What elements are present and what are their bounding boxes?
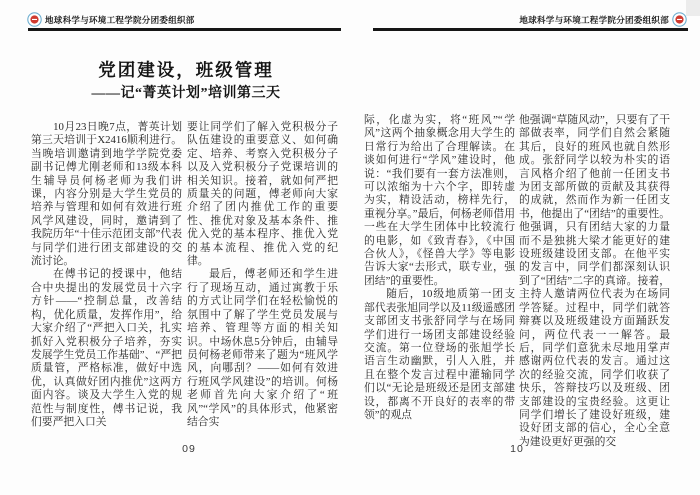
- body-column-left-2: [187, 121, 338, 429]
- paragraph: 要让同学们了解入党积极分子队伍建设的重要意义、如何确定、培养、考察入党积极分子以及入党积极分子党课培训的相关知识。接着，就如何严把质量关的问题，傅老师向大家介绍了团内推优工作的重要性、推优对象及基本条件、推优入党的基本程序、推优入党的基本流程、推优入党的纪律。: [187, 121, 338, 268]
- header-org-name: 地球科学与环境工程学院分团委组织部: [519, 14, 669, 25]
- university-emblem-icon: [27, 12, 42, 27]
- page-number-right: 10: [510, 443, 524, 455]
- paragraph: 随后，10级地质第一团支部代表张旭同学以及11级遥感团支部团支书张舒同学与在场同学们进行一场团支部建设经验交流。第一位登场的张旭学长语言生动幽默，引人入胜，并且在整个发言过程中灌输同学们以“无论是班级还是团支部建设，都离不开良好的表率的带领”的观点: [364, 288, 515, 421]
- page-number-left: 09: [182, 443, 196, 455]
- article-title: 党团建设，班级管理: [98, 60, 274, 80]
- university-emblem-icon: [672, 12, 687, 27]
- paragraph: 际，化虚为实，将“班风”“学风”这两个抽象概念用大学生的日常行为给出了合理解读。在谈如何进行“学风”建设时，他说：“我们要有一套方法准则，可以浓缩为十六个字，即转虚为实，精设活动，榜样先行，重视分享。”最后，何杨老师借用一些在大学生团体中比较流行的电影，如《致青春》，《中国合伙人》，《怪兽大学》等电影告诉大家“去形式，联专业，强团结”的重要性。: [364, 114, 515, 287]
- body-column-right-1: [364, 114, 515, 422]
- body-column-right-2: [519, 114, 670, 449]
- article-subtitle: ——记“菁英计划”培训第三天: [91, 86, 281, 101]
- header-rule-left: [28, 28, 341, 31]
- paragraph: 在傅书记的授课中，他结合中央提出的发展党员十六字方针——“控制总量，改善结构，优化质量，发挥作用”，给大家介绍了“严把入口关，扎实抓好入党积极分子培养，夯实发展学生党员工作基础”、“严把质量管，严格标准，做好中选优，认真做好团内推优”这两方面内容。谈及大学生入党的规范性与制度性，傅书记说，我们要严把入口关: [31, 268, 182, 428]
- header-rule-right: [373, 28, 688, 31]
- paragraph: 他强调“草随风动”，只要有了干部做表率，同学们自然会紧随其后，良好的班风也就自然形成。张舒同学以较为朴实的语言风格介绍了他前一任团支书为团支部所做的贡献及其获得的成就，然而作为新一任团支书，他提出了“团结”的重要性。他强调，只有团结大家的力量而不是独挑大梁才能更好的建设班级建设团支部。在他平实的发言中，同学们都深刻认识到了“团结”二字的真谛。接着，主持人邀请两位代表为在场同学答疑。过程中，同学们就答辩赛以及班级建设方面踊跃发问，两位代表一一解答。最后，同学们意犹未尽地用掌声感谢两位代表的发言。通过这次的经验交流，同学们收获了快乐，答辩技巧以及班级、团支部建设的宝贵经验。这更让同学们增长了建设好班级，建设好团支部的信心，全心全意为建设更好更强的交: [519, 114, 670, 448]
- paragraph: 10月23日晚7点，菁英计划第三天培训于X2416顺利进行。当晚培训邀请到地学学院党委副书记傅尤刚老师和13级本科生辅导员何杨老师为我们讲课，内容分别是大学生党员的培养与管理和如何有效进行班风学风建设，同时，邀请到了我院历年“十佳示范团支部”代表与同学们进行团支部建设的交流讨论。: [31, 121, 182, 268]
- right-page-header: [519, 11, 687, 28]
- header-org-name: 地球科学与环境工程学院分团委组织部: [45, 14, 195, 25]
- body-column-left-1: [31, 121, 182, 429]
- left-page-header: [27, 11, 195, 28]
- scan-artifact: [686, 0, 700, 16]
- paragraph: 最后，傅老师还和学生进行了现场互动，通过寓教于乐的方式让同学们在轻松愉悦的氛围中了解了学生党员发展与培养、管理等方面的相关知识。中场休息5分钟后，由辅导员何杨老师带来了题为“班风学风，向哪刮？——如何有效进行班风学风建设”的培训。何杨老师首先向大家介绍了“班风”“学风”的具体形式，他紧密结合实: [187, 268, 338, 428]
